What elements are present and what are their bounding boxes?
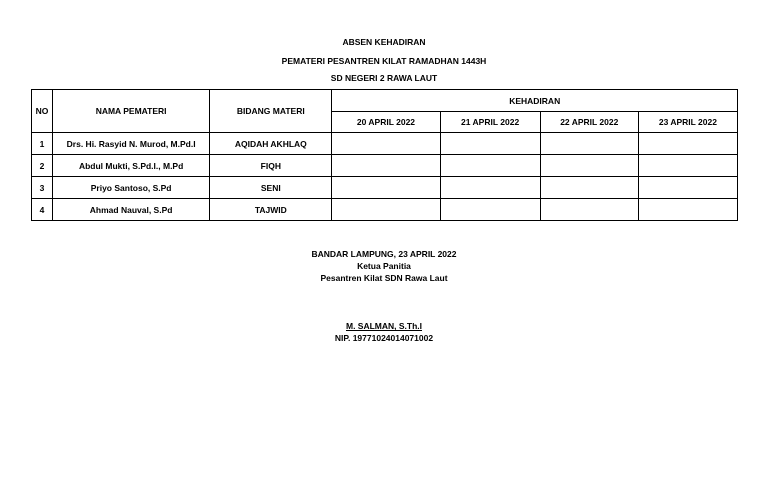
attendance-cell[interactable]: [638, 199, 737, 221]
row-field: TAJWID: [210, 199, 332, 221]
attendance-cell[interactable]: [638, 155, 737, 177]
attendance-cell[interactable]: [540, 199, 638, 221]
row-name: Ahmad Nauval, S.Pd: [53, 199, 210, 221]
doc-subtitle: PEMATERI PESANTREN KILAT RAMADHAN 1443H: [281, 56, 487, 66]
school-name: SD NEGERI 2 RAWA LAUT: [330, 73, 438, 83]
signature-org: Pesantren Kilat SDN Rawa Laut: [320, 273, 448, 283]
signature-name: M. SALMAN, S.Th.I: [345, 321, 423, 331]
row-name: Drs. Hi. Rasyid N. Murod, M.Pd.I: [53, 133, 210, 155]
attendance-cell[interactable]: [638, 133, 737, 155]
signature-role: Ketua Panitia: [357, 261, 411, 271]
attendance-cell[interactable]: [638, 177, 737, 199]
doc-title: ABSEN KEHADIRAN: [342, 37, 426, 47]
signature-name-wrap: [0, 321, 768, 331]
row-name: Priyo Santoso, S.Pd: [53, 177, 210, 199]
header-attendance: KEHADIRAN: [332, 90, 738, 112]
attendance-cell[interactable]: [440, 199, 540, 221]
row-name: Abdul Mukti, S.Pd.I., M.Pd: [53, 155, 210, 177]
header-name: NAMA PEMATERI: [53, 90, 210, 133]
table-row: [32, 155, 738, 177]
header-date-1: 20 APRIL 2022: [332, 112, 440, 133]
row-no: 4: [32, 199, 53, 221]
table-row: [32, 133, 738, 155]
header-date-2: 21 APRIL 2022: [440, 112, 540, 133]
row-field: FIQH: [210, 155, 332, 177]
header-field: BIDANG MATERI: [210, 90, 332, 133]
row-no: 2: [32, 155, 53, 177]
attendance-cell[interactable]: [440, 133, 540, 155]
signature-place-date: BANDAR LAMPUNG, 23 APRIL 2022: [311, 249, 457, 259]
attendance-table: [31, 89, 738, 221]
attendance-cell[interactable]: [540, 155, 638, 177]
signature-nip: NIP. 19771024014071002: [334, 333, 434, 343]
header-date-4: 23 APRIL 2022: [638, 112, 737, 133]
attendance-cell[interactable]: [332, 199, 440, 221]
row-field: AQIDAH AKHLAQ: [210, 133, 332, 155]
row-no: 1: [32, 133, 53, 155]
attendance-cell[interactable]: [332, 133, 440, 155]
header-no: NO: [32, 90, 53, 133]
attendance-cell[interactable]: [440, 155, 540, 177]
attendance-cell[interactable]: [540, 177, 638, 199]
table-row: [32, 199, 738, 221]
header-date-3: 22 APRIL 2022: [540, 112, 638, 133]
attendance-cell[interactable]: [540, 133, 638, 155]
row-no: 3: [32, 177, 53, 199]
attendance-cell[interactable]: [440, 177, 540, 199]
row-field: SENI: [210, 177, 332, 199]
attendance-cell[interactable]: [332, 177, 440, 199]
attendance-cell[interactable]: [332, 155, 440, 177]
table-row: [32, 177, 738, 199]
